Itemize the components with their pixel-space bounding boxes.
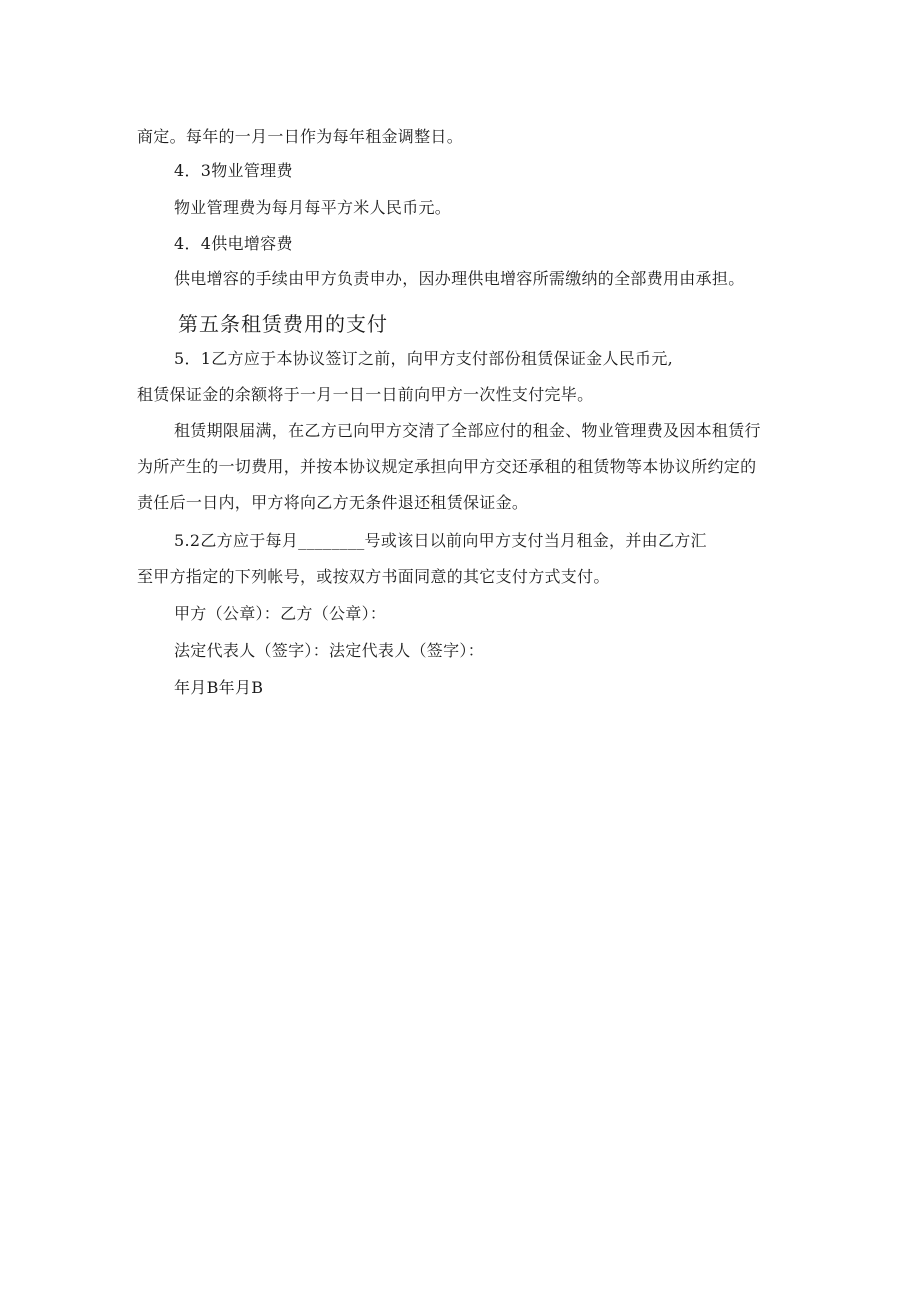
- section-5-1-text: 5．1乙方应于本协议签订之前，向甲方支付部份租赁保证金人民币元,: [174, 349, 674, 368]
- text-line: 供电增容的手续由甲方负责申办，因办理供电增容所需缴纳的全部费用由承担。: [174, 269, 745, 288]
- seal-line: 甲方（公章）：乙方（公章）：: [174, 604, 387, 623]
- section-4-4-title: 4．4供电增容费: [174, 234, 293, 253]
- text-line: 商定。每年的一月一日作为每年租金调整日。: [137, 127, 464, 146]
- section-4-3-title: 4．3物业管理费: [174, 161, 293, 180]
- text-line: 为所产生的一切费用，并按本协议规定承担向甲方交还承租的租赁物等本协议所约定的: [137, 457, 757, 476]
- article-5-heading: 第五条租赁费用的支付: [178, 312, 388, 336]
- text-line: 至甲方指定的下列帐号，或按双方书面同意的其它支付方式支付。: [137, 567, 610, 586]
- signature-line: 法定代表人（签字）：法定代表人（签字）：: [174, 641, 485, 660]
- text-line: 责任后一日内，甲方将向乙方无条件退还租赁保证金。: [137, 493, 529, 512]
- text-line: 物业管理费为每月每平方米人民币元。: [174, 198, 452, 217]
- text-line: 租赁期限届满，在乙方已向甲方交清了全部应付的租金、物业管理费及因本租赁行: [174, 421, 761, 440]
- date-line: 年月B年月B: [174, 678, 264, 697]
- text-line: 租赁保证金的余额将于一月一日一日前向甲方一次性支付完毕。: [137, 385, 594, 404]
- section-5-2-text: 5.2乙方应于每月________号或该日以前向甲方支付当月租金，并由乙方汇: [174, 531, 707, 550]
